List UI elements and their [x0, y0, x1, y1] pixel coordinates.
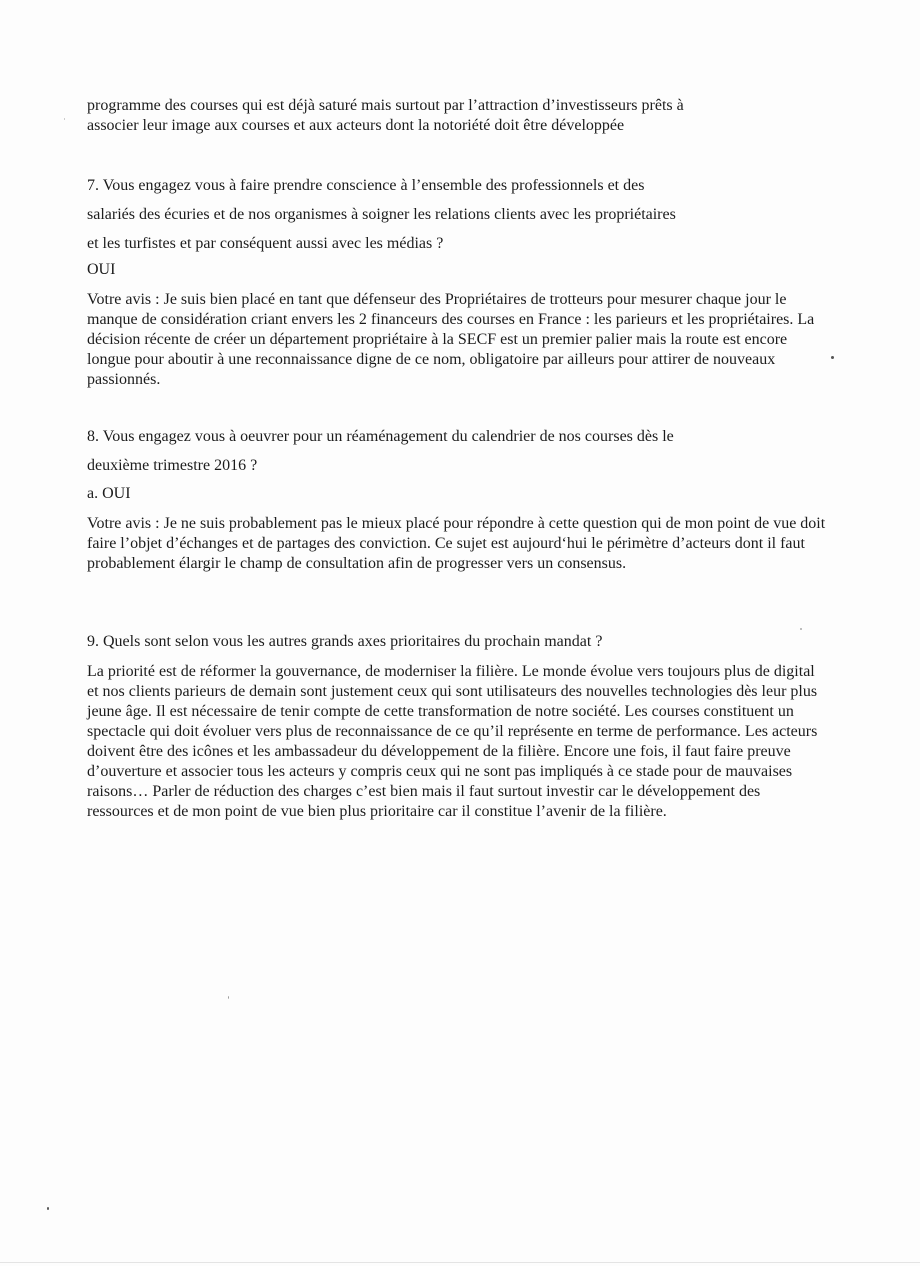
- scan-speck: [800, 628, 802, 630]
- scan-speck: [47, 1207, 49, 1210]
- q9-question: 9. Quels sont selon vous les autres grands axes prioritaires du prochain mandat ?: [87, 633, 603, 650]
- q8-question-line-2: deuxième trimestre 2016 ?: [87, 457, 258, 474]
- q7-question-line-1: 7. Vous engagez vous à faire prendre conscience à l’ensemble des professionnels et des: [87, 177, 645, 194]
- q8-opinion-text: Votre avis : Je ne suis probablement pas le mieux placé pour répondre à cette question qui de mon point de vue doit faire l’objet d’échanges et de partages des conviction. Ce sujet est aujourd‘hui le périmètre d’acteurs dont il faut probablement élargir le champ de consultation afin de progresser vers un consensus.: [87, 515, 826, 572]
- q9-answer: [87, 662, 827, 822]
- scan-edge-line: [0, 1262, 920, 1263]
- scan-speck: [831, 356, 834, 359]
- q8-question-line-1: 8. Vous engagez vous à oeuvrer pour un réaménagement du calendrier de nos courses dès le: [87, 428, 674, 445]
- intro-line-2: associer leur image aux courses et aux acteurs dont la notoriété doit être développée: [87, 117, 625, 134]
- scan-speck: [228, 996, 229, 999]
- intro-line-1: programme des courses qui est déjà saturé mais surtout par l’attraction d’investisseurs prêts à: [87, 97, 684, 114]
- q8-opinion: [87, 514, 827, 574]
- q9-answer-text: La priorité est de réformer la gouvernance, de moderniser la filière. Le monde évolue vers toujours plus de digital et nos clients parieurs de demain sont justement ceux qui sont utilisateurs des nouvelles technologies dès leur plus jeune âge. Il est nécessaire de tenir compte de cette transformation de notre société. Les courses constituent un spectacle qui doit évoluer vers plus de reconnaissance de ce qu’il représente en terme de performance. Les acteurs doivent être des icônes et les ambassadeur du développement de la filière. Encore une fois, il faut faire preuve d’ouverture et associer tous les acteurs y compris ceux qui ne sont pas impliqués à ce stade pour de mauvaises raisons… Parler de réduction des charges c’est bien mais il faut surtout investir car le développement des ressources et de mon point de vue bien plus prioritaire car il constitue l’avenir de la filière.: [87, 663, 818, 820]
- q7-opinion: [87, 290, 827, 390]
- q7-answer: OUI: [87, 261, 116, 278]
- q7-question-line-2: salariés des écuries et de nos organismes à soigner les relations clients avec les propriétaires: [87, 206, 676, 223]
- q8-answer: a. OUI: [87, 485, 131, 502]
- q7-question-line-3: et les turfistes et par conséquent aussi avec les médias ?: [87, 235, 444, 252]
- q7-opinion-text: Votre avis : Je suis bien placé en tant que défenseur des Propriétaires de trotteurs pour mesurer chaque jour le manque de considération criant envers les 2 financeurs des courses en France : les parieurs et les propriétaires. La décision récente de créer un département propriétaire à la SECF est un premier palier mais la route est encore longue pour aboutir à une reconnaissance digne de ce nom, obligatoire par ailleurs pour attirer de nouveaux passionnés.: [87, 291, 815, 388]
- scan-speck: [64, 118, 65, 120]
